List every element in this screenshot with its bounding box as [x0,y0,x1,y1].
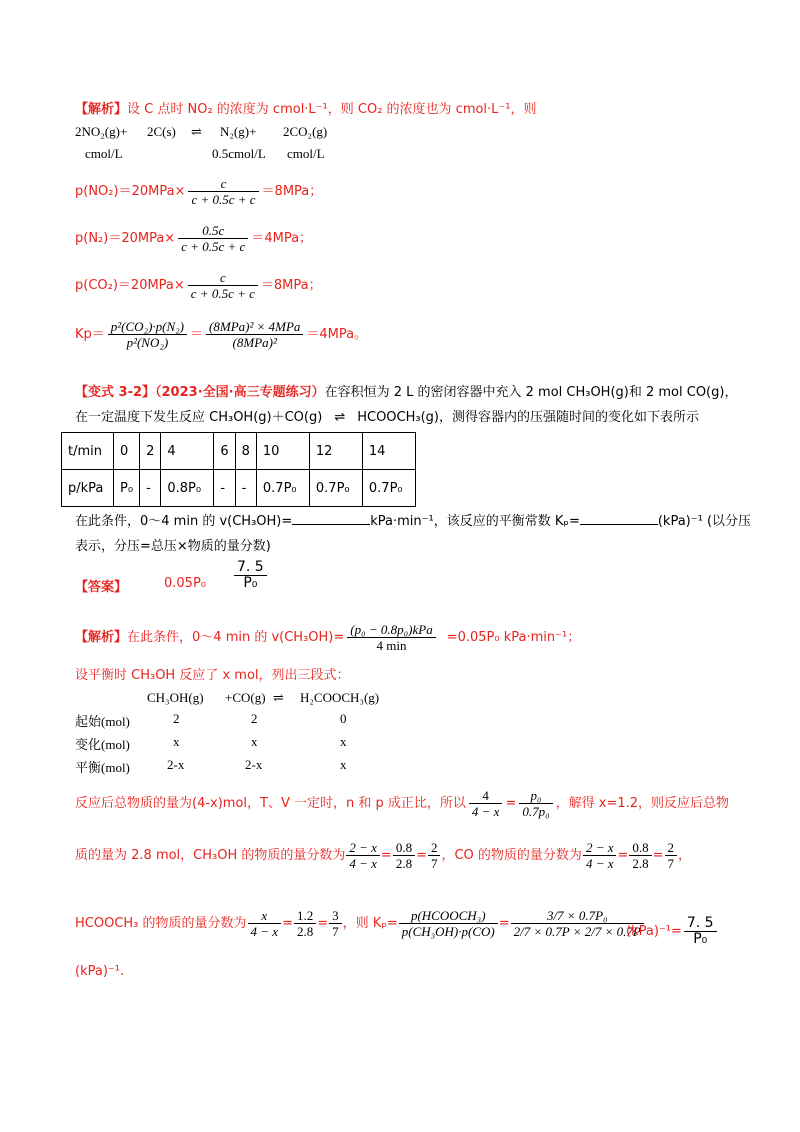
rxn-species-4: 2CO₂(g) [283,124,328,139]
reaction-concentrations [75,146,375,164]
answer-rate: 0.05P₀ [164,576,206,591]
kp-line: Kp＝ $\frac{\text{p²(CO₂)·p(N₂)}}{\text{p²(NO₂)}}$ ＝ $\frac{\text{(8MPa)² × 4MPa}}{\text{(8MPa)²}}$ ＝4MPa。 [75,319,368,350]
answer-kp: $\frac{7. 5}{\text{P₀}}$ [234,560,267,591]
kp-substituted: $\frac{\text{3/7 × 0.7P₀}}{2/7 \times 0.7P \times 2/7 \times 0.7P}$ [511,908,644,939]
analysis2-rate-line: 【解析】在此条件，0～4 min 的 v(CH₃OH)= $\frac{\text{(p₀ − 0.8p₀)kPa}}{4 \min}$ =0.05P₀ kPa·min⁻¹； [75,622,581,653]
table-cell: t/min [62,433,114,470]
analysis2-para-1: 反应后总物质的量为(4-x)mol，T、V 一定时，n 和 p 成正比，所以 $\frac{4}{4 - x}$ = $\frac{\text{p₀}}{\text{0.7p₀}}$ ，解得 x=1.2，则反应后总物 [75,788,730,819]
ice-header: CH₃OH(g) [147,690,204,705]
variant-label: 【变式 3-2】 [75,385,156,400]
table-cell: 10 [256,433,309,470]
variant-text-1: 在容积恒为 2 L 的密闭容器中充入 2 mol CH₃OH(g)和 2 mol CO(g)， [324,385,738,400]
analysis2-tail: (kPa)⁻¹. [75,964,125,979]
ice-cell: x [173,734,180,749]
analysis-intro-text: 设 C 点时 NO₂ 的浓度为 cmol·L⁻¹，则 CO₂ 的浓度也为 cmol·L⁻¹，则 [127,102,537,117]
table-cell: - [214,470,235,507]
table-cell: 4 [161,433,214,470]
table-cell: 0.8P₀ [161,470,214,507]
kp-fraction-2: $\frac{\text{(8MPa)² × 4MPa}}{\text{(8MPa)²}}$ [206,319,303,350]
p-co2-line: p(CO₂)＝20MPa× $\frac{c}{c + 0.5c + c}$ ＝8MPa； [75,270,322,301]
answer-label: 【答案】 [75,580,128,595]
answer-blank-rate [292,512,370,525]
ice-table [75,690,435,780]
ice-row-label: 变化(mol) [75,737,130,752]
table-cell: 0.7P₀ [256,470,309,507]
table-cell: 0 [114,433,140,470]
table-row [62,433,416,470]
ice-cell: x [340,757,347,772]
ice-cell: 2 [251,711,258,726]
kp-fraction-1: $\frac{\text{p²(CO₂)·p(N₂)}}{\text{p²(NO₂)}}$ [108,319,187,350]
ice-row-label: 起始(mol) [75,714,130,729]
rxn-conc-3: cmol/L [287,146,325,161]
rxn-conc-1: cmol/L [85,146,123,161]
kp-expression: $\frac{\text{p(HCOOCH₃)}}{\text{p(CH₃OH)·p(CO)}}$ [399,908,498,939]
table-cell: p/kPa [62,470,114,507]
rxn-conc-2: 0.5cmol/L [212,146,266,161]
kp-result: (kPa)⁻¹= $\frac{7. 5}{\text{P₀}}$ [626,916,717,947]
table-cell: 2 [140,433,161,470]
table-cell: - [235,470,256,507]
reaction-equation [75,124,375,142]
ice-header: ⇌ [273,690,284,705]
ice-cell: 2 [173,711,180,726]
variant-source: （2023·全国·高三专题练习） [155,385,325,400]
analysis2-ice-intro: 设平衡时 CH₃OH 反应了 x mol，列出三段式： [75,668,350,683]
answer-blank-kp [580,512,658,525]
p-n2-line: p(N₂)＝20MPa× $\frac{0.5c}{c + 0.5c + c}$ ＝4MPa； [75,223,313,254]
ice-cell: x [251,734,258,749]
rate-fraction: $\frac{\text{(p₀ − 0.8p₀)kPa}}{4 \min}$ [347,622,435,653]
ice-header: +CO(g) [225,690,266,705]
table-cell: - [140,470,161,507]
ice-header: H₂COOCH₃(g) [300,690,380,705]
pressure-table [61,432,416,507]
ice-cell: 2-x [245,757,263,772]
analysis1-intro [75,98,537,117]
rxn-species-3: N₂(g)+ [220,124,257,139]
analysis2-para-2: 质的量为 2.8 mol，CH₃OH 的物质的量分数为 $\frac{2 - x}{4 - x}$ = $\frac{0.8}{2.8}$ = $\frac{2}{7}$ ，CO 的物质的量分数为 $\frac{2 - x}{4 - x}$ = $\frac{0.8}{2.8}$ = $\frac{2}{7}$ ， [75,840,692,871]
table-cell: 6 [214,433,235,470]
p-no2-fraction: $\frac{c}{c + 0.5c + c}$ [188,176,258,207]
question-line-1: 在此条件，0～4 min 的 v(CH₃OH)= kPa·min⁻¹，该反应的平衡常数 Kₚ= (kPa)⁻¹ (以分压 [75,514,752,529]
table-cell: 8 [235,433,256,470]
variant-line-2: 在一定温度下发生反应 CH₃OH(g)＋CO(g) ⇌ HCOOCH₃(g)，测得容器内的压强随时间的变化如下表所示 [75,410,699,425]
rxn-species-1: 2NO₂(g)+ [75,124,128,139]
table-cell: 0.7P₀ [309,470,362,507]
table-cell: 0.7P₀ [362,470,415,507]
ice-row-label: 平衡(mol) [75,760,130,775]
ice-cell: 2-x [167,757,185,772]
question-line-2: 表示，分压=总压×物质的量分数) [75,539,271,554]
p-n2-fraction: $\frac{0.5c}{c + 0.5c + c}$ [178,223,248,254]
table-cell: 12 [309,433,362,470]
table-row [62,470,416,507]
table-cell: 14 [362,433,415,470]
p-co2-fraction: $\frac{c}{c + 0.5c + c}$ [188,270,258,301]
ice-cell: 0 [340,711,347,726]
ice-cell: x [340,734,347,749]
analysis2-para-3: HCOOCH₃ 的物质的量分数为 $\frac{x}{4 - x}$ = $\frac{1.2}{2.8}$ = $\frac{3}{7}$ ，则 Kₚ= $\frac{\text{p(HCOOCH₃)}}{\text{p(CH₃OH)·p(CO)}}$ = $\frac{\text{3/7 × 0.7P₀}}{2/7 \times 0.7P \times 2/7 \times 0.7P}$ [75,908,645,939]
p-no2-line: p(NO₂)＝20MPa× $\frac{c}{c + 0.5c + c}$ ＝8MPa； [75,176,323,207]
rxn-arrow: ⇌ [191,124,202,139]
rxn-species-2: 2C(s) [147,124,176,139]
equilibrium-arrow: ⇌ [334,410,346,425]
analysis-label: 【解析】 [75,102,128,117]
table-cell: P₀ [114,470,140,507]
variant-line-1 [75,381,737,400]
